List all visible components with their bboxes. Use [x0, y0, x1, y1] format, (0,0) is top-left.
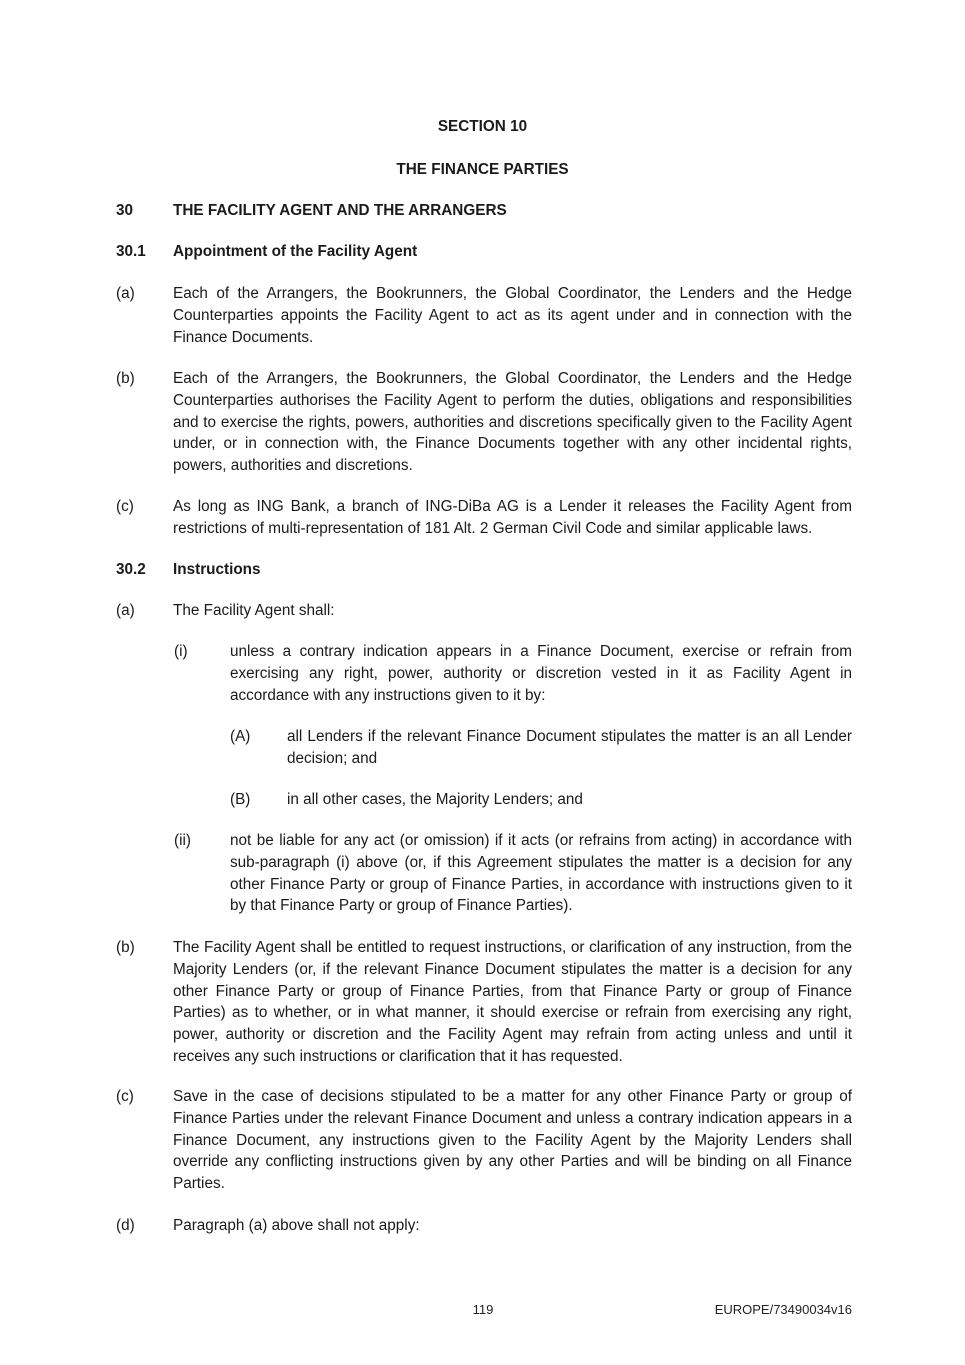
section-subtitle: THE FINANCE PARTIES [396, 161, 569, 178]
document-reference: EUROPE/73490034v16 [714, 1302, 852, 1317]
subclause-title: Instructions [173, 561, 261, 578]
paragraph-label: (c) [116, 498, 134, 515]
paragraph-text: Paragraph (a) above shall not apply: [173, 1217, 420, 1234]
item-label: (A) [230, 728, 251, 745]
paragraph-label: (d) [116, 1217, 135, 1234]
paragraph-label: (b) [116, 370, 135, 387]
paragraph-text: As long as ING Bank, a branch of ING-DiBa AG is a Lender it releases the Facility Agent from restrictions of multi-representation of 181 Alt. 2 German Civil Code and similar applicable laws. [173, 498, 852, 537]
paragraph-label: (a) [116, 285, 135, 302]
page-number: 119 [472, 1302, 494, 1317]
clause-number: 30 [116, 202, 134, 219]
paragraph-label: (c) [116, 1088, 134, 1105]
subclause-number: 30.2 [116, 561, 146, 578]
paragraph-text: Each of the Arrangers, the Bookrunners, the Global Coordinator, the Lenders and the Hedge Counterparties authorises the Facility Agent to perform the duties, obligations and responsibilities and to exercise the rights, powers, authorities and discretions specifically given to the Facility Agent under, or in connection with, the Finance Documents together with any other incidental rights, powers, authorities and discretions. [173, 370, 852, 475]
item-label: (B) [230, 791, 251, 808]
subparagraph-label: (ii) [174, 832, 191, 849]
subclause-number: 30.1 [116, 243, 146, 260]
paragraph-text: Each of the Arrangers, the Bookrunners, the Global Coordinator, the Lenders and the Hedge Counterparties appoints the Facility Agent to act as its agent under and in connection with the Finance Documents. [173, 285, 852, 346]
subparagraph-label: (i) [174, 643, 188, 660]
paragraph-text: The Facility Agent shall be entitled to request instructions, or clarification of any instruction, from the Majority Lenders (or, if the relevant Finance Document stipulates the matter is a decision for any other Finance Party or group of Finance Parties, from that Finance Party or group of Finance Parties) as to whether, or in what manner, it should exercise or refrain from exercising any right, power, authority or discretion and the Facility Agent may refrain from acting unless and until it receives any such instructions or clarification that it has requested. [173, 939, 852, 1065]
paragraph-label: (b) [116, 939, 135, 956]
item-text: all Lenders if the relevant Finance Document stipulates the matter is an all Lender decision; and [287, 728, 852, 767]
section-title: SECTION 10 [437, 118, 528, 135]
clause-title: THE FACILITY AGENT AND THE ARRANGERS [173, 202, 507, 219]
paragraph-text: Save in the case of decisions stipulated to be a matter for any other Finance Party or group of Finance Parties under the relevant Finance Document and unless a contrary indication appears in a Finance Document, any instructions given to the Facility Agent by the Majority Lenders shall override any conflicting instructions given by any other Parties and will be binding on all Finance Parties. [173, 1088, 852, 1193]
subclause-title: Appointment of the Facility Agent [173, 243, 418, 260]
subparagraph-text: unless a contrary indication appears in a Finance Document, exercise or refrain from exercising any right, power, authority or discretion vested in it as Facility Agent in accordance with any instructions given to it by: [230, 643, 852, 704]
paragraph-text: The Facility Agent shall: [173, 602, 335, 619]
subparagraph-text: not be liable for any act (or omission) if it acts (or refrains from acting) in accordance with sub-paragraph (i) above (or, if this Agreement stipulates the matter is a decision for any other Finance Party or group of Finance Parties, in accordance with instructions given to it by that Finance Party or group of Finance Parties). [230, 832, 852, 915]
item-text: in all other cases, the Majority Lenders; and [287, 791, 583, 808]
paragraph-label: (a) [116, 602, 135, 619]
